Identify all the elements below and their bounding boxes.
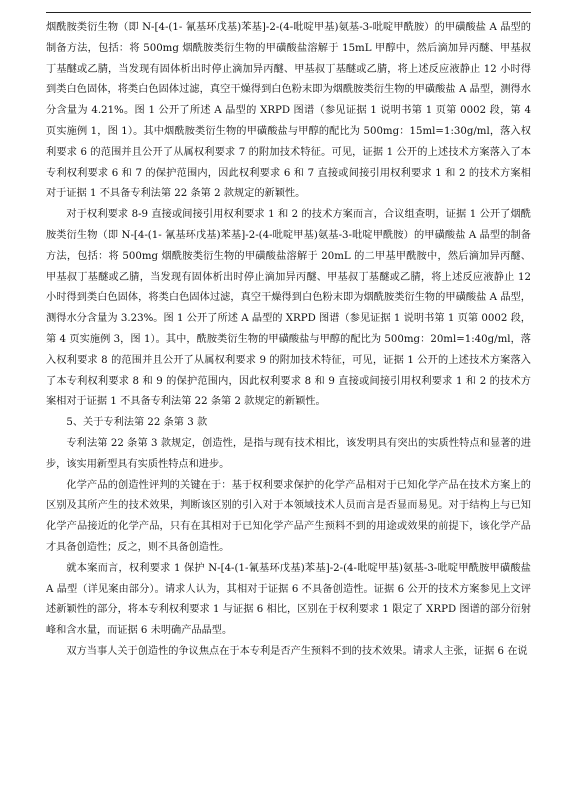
paragraph-2: 对于权利要求 8-9 直接或间接引用权利要求 1 和 2 的技术方案而言，合议组查明，证据 1 公开了烟酰胺类衍生物（即 N-[4-(1- 氰基环戊基)苯基]-2-(4-吡啶甲基)氨基-3-吡啶甲酰胺）的甲磺酸盐 A 晶型的制备方法，包括：将 500mg 烟酰胺类衍生物的甲磺酸盐溶解于 20mL 的二甲基甲酰胺中，然后滴加异丙醚、甲基叔丁基醚或乙腈，当发现有固体析出时停止滴加异丙醚、甲基叔丁基醚或乙腈，将上述反应液静止 12 小时得到类白色固体，将类白色固体过滤，真空干燥得到白色粉末即为烟酰胺类衍生物的甲磺酸盐 A 晶型，测得水分含量为 3.23%。图 1 公开了所述 A 晶型的 XRPD 图谱（参见证据 1 说明书第 1 页第 0002 段，第 4 页实施例 3，图 1）。其中，酰胺类衍生物的甲磺酸盐与甲醇的配比为 500mg：20ml=1:40g/ml，落入权利要求 8 的范围并且公开了从属权利要求 9 的附加技术特征，可见，证据 1 公开的上述技术方案落入了本专利权利要求 8 和 9 的保护范围内，因此权利要求 8 和 9 直接或间接引用权利要求 1 和 2 的技术方案相对于证据 1 不具备专利法第 22 条第 2 款规定的新颖性。 [46, 209, 531, 408]
paragraph-4: 化学产品的创造性评判的关键在于：基于权利要求保护的化学产品相对于已知化学产品在技术方案上的区别及其所产生的技术效果，判断该区别的引入对于本领域技术人员而言是否显而易见。对于结构上与已知化学产品接近的化学产品，只有在其相对于已知化学产品产生预料不到的用途或效果的前提下，该化学产品才具备创造性；反之，则不具备创造性。 [46, 479, 531, 553]
paragraph-6: 双方当事人关于创造性的争议焦点在于本专利是否产生预料不到的技术效果。请求人主张，证据 6 在说 [66, 645, 528, 657]
paragraph-1: 烟酰胺类衍生物（即 N-[4-(1- 氰基环戊基)苯基]-2-(4-吡啶甲基)氨基-3-吡啶甲酰胺）的甲磺酸盐 A 晶型的制备方法，包括：将 500mg 烟酰胺类衍生物的甲磺酸盐溶解于 15mL 甲醇中，然后滴加异丙醚、甲基叔丁基醚或乙腈，当发现有固体析出时停止滴加异丙醚、甲基叔丁基醚或乙腈，将上述反应液静止 12 小时得到类白色固体，将类白色固体过滤，真空干燥得到白色粉末即为烟酰胺类衍生物的甲磺酸盐 A 晶型，测得水分含量为 4.21%。图 1 公开了所述 A 晶型的 XRPD 图谱（参见证据 1 说明书第 1 页第 0002 段，第 4 页实施例 1，图 1）。其中烟酰胺类衍生物的甲磺酸盐与甲醇的配比为 500mg：15ml=1:30g/ml，落入权利要求 6 的范围并且公开了从属权利要求 7 的附加技术特征。可见，证据 1 公开的上述技术方案落入了本专利权利要求 6 和 7 的保护范围内，因此权利要求 6 和 7 直接或间接引用权利要求 1 和 2 的技术方案相对于证据 1 不具备专利法第 22 条第 2 款规定的新颖性。 [46, 22, 531, 200]
section-heading: 5、关于专利法第 22 条第 3 款 [66, 417, 208, 429]
paragraph-3: 专利法第 22 条第 3 款规定，创造性，是指与现有技术相比，该发明具有突出的实质性特点和显著的进步，该实用新型具有实质性特点和进步。 [46, 437, 531, 470]
paragraph-5: 就本案而言，权利要求 1 保护 N-[4-(1-氰基环戊基)苯基]-2-(4-吡啶甲基)氨基-3-吡啶甲酰胺甲磺酸盐 A 晶型（详见案由部分）。请求人认为，其相对于证据 6 不具备创造性。证据 6 公开的技术方案参见上文评述新颖性的部分，将本专利权利要求 1 与证据 6 相比，区别在于权利要求 1 限定了 XRPD 图谱的部分衍射峰和含水量，而证据 6 未明确产品晶型。 [46, 562, 531, 637]
header-rule [46, 12, 531, 13]
